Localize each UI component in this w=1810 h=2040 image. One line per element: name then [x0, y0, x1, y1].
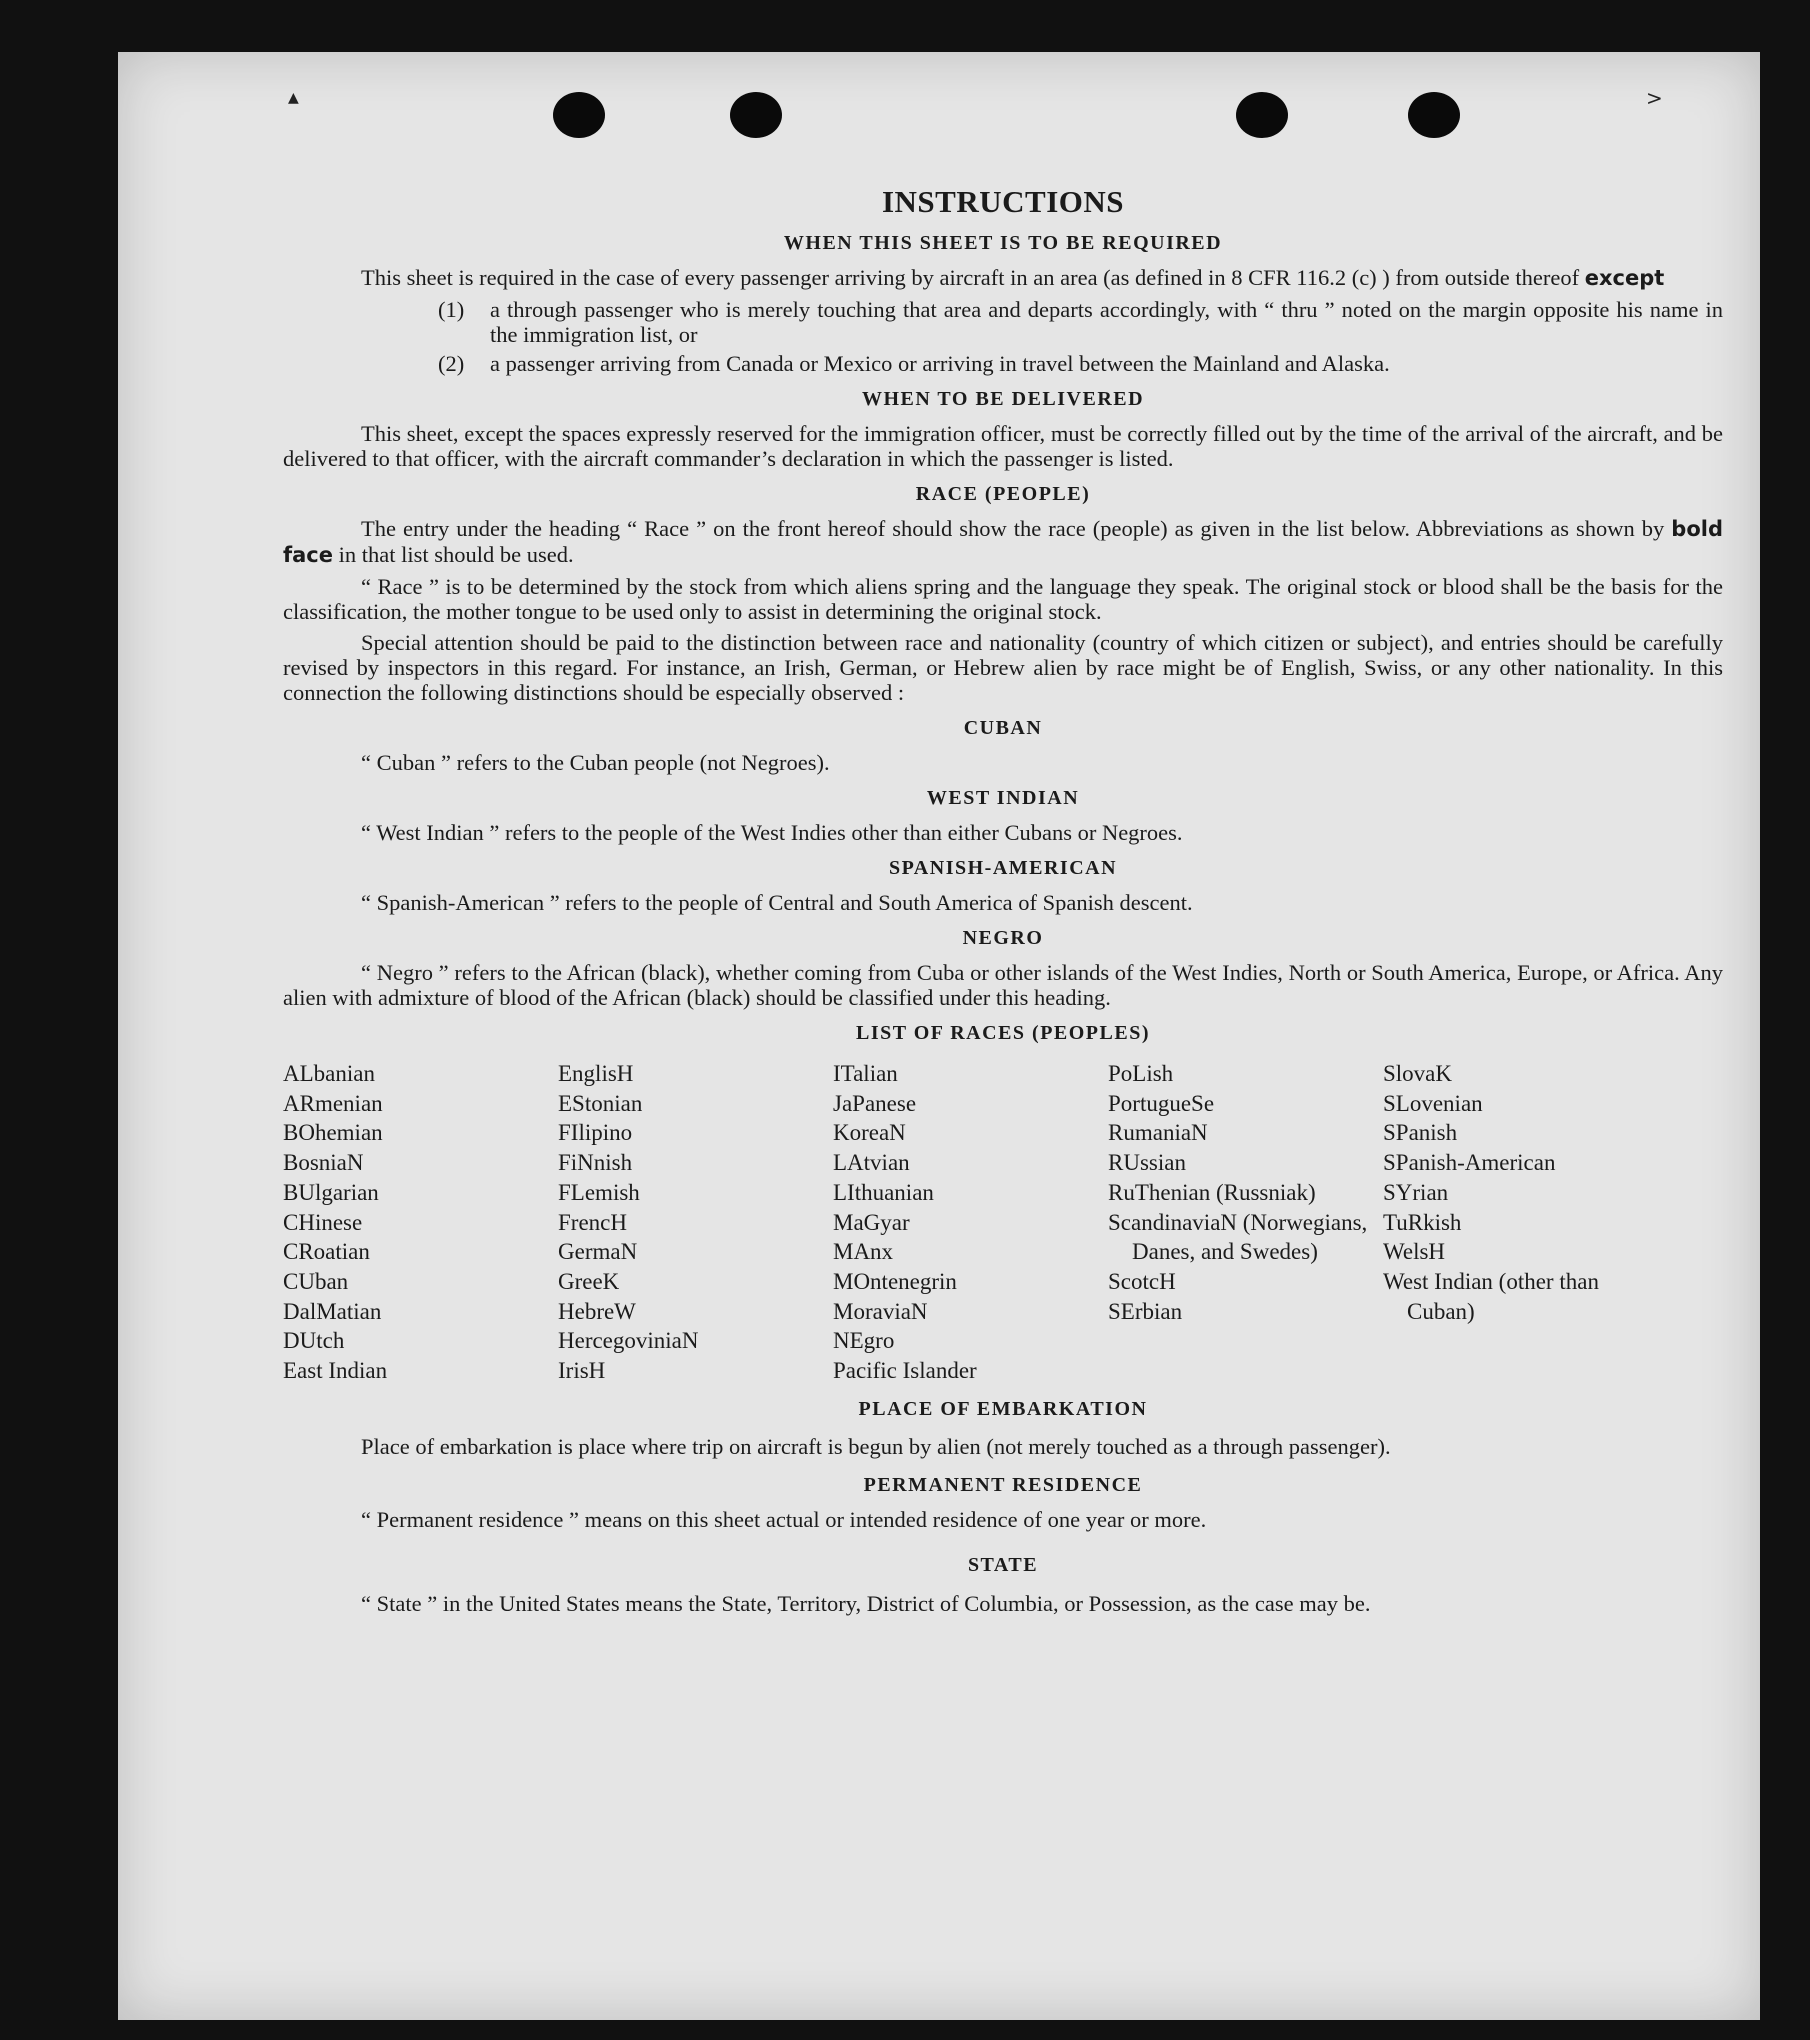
- section-heading-state: STATE: [967, 1553, 1039, 1576]
- race-list-item: LIthuanian: [833, 1179, 934, 1205]
- race-list-item: SPanish-American: [1383, 1150, 1556, 1176]
- embarkation-text: Place of embarkation is place where trip on aircraft is begun by alien (not merely touched as a through passenger).: [361, 1433, 1391, 1459]
- race-list-item: West Indian (other than Cuban): [1383, 1268, 1599, 1324]
- race-paragraph-2: “ Race ” is to be determined by the stock from which aliens spring and the language they speak. The original stock or blood shall be the basis for the classification, the mother tongue to be used only to assist in determining the original stock.: [283, 574, 1723, 624]
- delivered-text: This sheet, except the spaces expressly reserved for the immigration officer, must be correctly filled out by the time of the arrival of the aircraft, and be delivered to that officer, with the aircraft commander’s declaration in which the passenger is listed.: [283, 421, 1723, 471]
- speck: >: [1646, 86, 1663, 110]
- race-list-item: HercegoviniaN: [558, 1328, 699, 1354]
- race-list-item: BUlgarian: [283, 1179, 379, 1205]
- races-column: [833, 1059, 1108, 1386]
- speck: ▲: [288, 90, 299, 106]
- race-list-item: PoLish: [1108, 1061, 1174, 1086]
- races-column: [283, 1059, 558, 1386]
- race-list-item: CHinese: [283, 1209, 363, 1235]
- section-heading-list-of-races: LIST OF RACES (PEOPLES): [855, 1022, 1150, 1044]
- section-heading-residence: PERMANENT RESIDENCE: [863, 1473, 1143, 1496]
- race-list-item: RumaniaN: [1108, 1120, 1208, 1146]
- race-list-item: WelsH: [1383, 1239, 1446, 1265]
- races-list: [283, 1059, 1723, 1386]
- race-list-item: BOhemian: [283, 1120, 383, 1146]
- races-column: [558, 1059, 833, 1386]
- race-list-item: MAnx: [833, 1239, 894, 1265]
- race-list-item: TuRkish: [1383, 1209, 1462, 1235]
- race-list-item: FrencH: [558, 1209, 627, 1235]
- punch-hole: [1236, 92, 1288, 138]
- race-list-item: CUban: [283, 1268, 349, 1294]
- section-heading-spanish-american: SPANISH-AMERICAN: [888, 857, 1118, 879]
- races-column: [1383, 1059, 1613, 1386]
- negro-text: “ Negro ” refers to the African (black), whether coming from Cuba or other islands of the West Indies, North or South America, Europe, or Africa. Any alien with admixture of blood of the African (black) should be classified under this heading.: [283, 960, 1723, 1010]
- exception-1: (1) a through passenger who is merely touching that area and departs accordingly, with “ thru ” noted on the margin opposite his name in the immigration list, or: [438, 297, 1723, 347]
- section-heading-cuban: CUBAN: [963, 717, 1043, 739]
- race-paragraph-1: The entry under the heading “ Race ” on the front hereof should show the race (people) as given in the list below. Abbreviations as shown by bold face in that list should be used.: [283, 516, 1723, 567]
- race-list-item: RuThenian (Russniak): [1108, 1179, 1316, 1205]
- punch-hole: [553, 92, 605, 138]
- section-heading-delivered: WHEN TO BE DELIVERED: [861, 388, 1145, 410]
- exception-2: (2) a passenger arriving from Canada or Mexico or arriving in travel between the Mainland and Alaska.: [438, 351, 1390, 376]
- residence-text: “ Permanent residence ” means on this sheet actual or intended residence of one year or more.: [361, 1506, 1207, 1532]
- race-list-item: DUtch: [283, 1328, 345, 1354]
- race-list-item: CRoatian: [283, 1239, 370, 1265]
- race-list-item: IrisH: [558, 1358, 606, 1384]
- section-heading-embarkation: PLACE OF EMBARKATION: [858, 1397, 1148, 1420]
- race-list-item: ARmenian: [283, 1090, 383, 1116]
- race-list-item: NEgro: [833, 1328, 895, 1354]
- race-list-item: LAtvian: [833, 1150, 910, 1176]
- race-list-item: FIlipino: [558, 1120, 633, 1146]
- race-list-item: FiNnish: [558, 1150, 633, 1176]
- race-list-item: SlovaK: [1383, 1061, 1452, 1086]
- race-list-item: Pacific Islander: [833, 1358, 977, 1384]
- race-list-item: DalMatian: [283, 1298, 382, 1324]
- race-list-item: PortugueSe: [1108, 1090, 1215, 1116]
- required-intro: This sheet is required in the case of every passenger arriving by aircraft in an area (as defined in 8 CFR 116.2 (c) ) from outside thereof except: [361, 265, 1665, 290]
- race-list-item: GreeK: [558, 1268, 620, 1294]
- race-list-item: HebreW: [558, 1298, 636, 1324]
- state-text: “ State ” in the United States means the State, Territory, District of Columbia, or Possession, as the case may be.: [361, 1590, 1371, 1616]
- race-list-item: EStonian: [558, 1090, 643, 1116]
- race-list-item: MoraviaN: [833, 1298, 928, 1324]
- race-list-item: SLovenian: [1383, 1090, 1483, 1116]
- race-list-item: ITalian: [833, 1061, 898, 1086]
- race-list-item: JaPanese: [833, 1090, 917, 1116]
- section-heading-race: RACE (PEOPLE): [915, 483, 1091, 505]
- race-list-item: SErbian: [1108, 1298, 1183, 1324]
- west-indian-text: “ West Indian ” refers to the people of the West Indies other than either Cubans or Negroes.: [361, 820, 1183, 845]
- race-list-item: GermaN: [558, 1239, 638, 1265]
- punch-hole: [1408, 92, 1460, 138]
- race-paragraph-3: Special attention should be paid to the distinction between race and nationality (country of which citizen or subject), and entries should be carefully revised by inspectors in this regard. For instance, an Irish, German, or Hebrew alien by race might be of English, Swiss, or any other nationality. In this connection the following distinctions should be especially observed :: [283, 630, 1723, 705]
- race-list-item: ALbanian: [283, 1061, 375, 1086]
- race-list-item: KoreaN: [833, 1120, 906, 1146]
- section-heading-required: WHEN THIS SHEET IS TO BE REQUIRED: [783, 232, 1223, 254]
- race-list-item: East Indian: [283, 1358, 388, 1384]
- cuban-text: “ Cuban ” refers to the Cuban people (not Negroes).: [361, 750, 830, 775]
- race-list-item: SYrian: [1383, 1179, 1449, 1205]
- section-heading-negro: NEGRO: [962, 927, 1044, 949]
- race-list-item: RUssian: [1108, 1150, 1186, 1176]
- section-heading-west-indian: WEST INDIAN: [926, 787, 1080, 809]
- race-list-item: MaGyar: [833, 1209, 910, 1235]
- punch-hole: [730, 92, 782, 138]
- race-list-item: ScotcH: [1108, 1268, 1176, 1294]
- race-list-item: ScandinaviaN (Norwegians, Danes, and Swedes): [1108, 1209, 1368, 1265]
- page-title: INSTRUCTIONS: [881, 184, 1124, 219]
- document-page: [118, 52, 1760, 2020]
- instructions-text: [283, 184, 1723, 1626]
- race-list-item: FLemish: [558, 1179, 640, 1205]
- spanish-american-text: “ Spanish-American ” refers to the people of Central and South America of Spanish descent.: [361, 890, 1193, 915]
- race-list-item: EnglisH: [558, 1061, 634, 1086]
- race-list-item: MOntenegrin: [833, 1268, 957, 1294]
- race-list-item: SPanish: [1383, 1120, 1458, 1146]
- race-list-item: BosniaN: [283, 1150, 364, 1176]
- races-column: [1108, 1059, 1383, 1386]
